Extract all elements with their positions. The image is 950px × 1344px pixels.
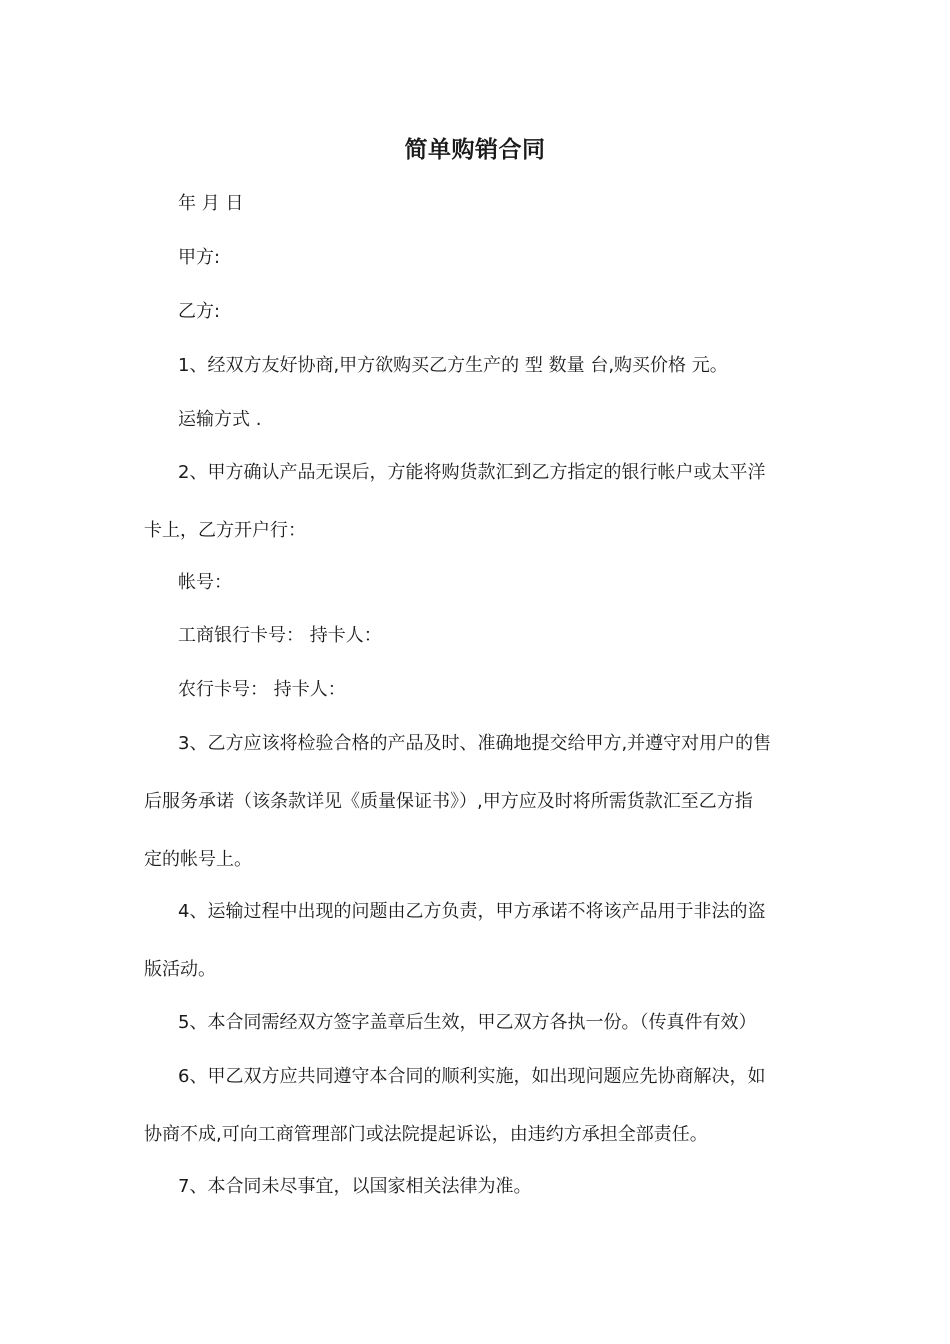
- clause-4-line-2: 版活动。: [144, 959, 216, 980]
- clause-6-line-1: 6、甲乙双方应共同遵守本合同的顺利实施，如出现问题应先协商解决，如: [178, 1066, 766, 1087]
- transport-method-line: 运输方式 .: [178, 409, 262, 430]
- party-a-line: 甲方:: [178, 247, 221, 268]
- date-line: 年 月 日: [178, 193, 244, 214]
- clause-4-line-1: 4、运输过程中出现的问题由乙方负责，甲方承诺不将该产品用于非法的盗: [178, 901, 766, 922]
- clause-6: [144, 1048, 809, 1164]
- account-number-line: 帐号：: [178, 572, 232, 593]
- clause-3-line-2: 后服务承诺（该条款详见《质量保证书》）,甲方应及时将所需货款汇至乙方指: [144, 791, 753, 812]
- document-title: 简单购销合同: [404, 137, 546, 163]
- clause-3-line-3: 定的帐号上。: [144, 849, 252, 870]
- party-b-line: 乙方:: [178, 301, 221, 322]
- clause-2-line-2: 卡上，乙方开户行：: [144, 520, 306, 541]
- clause-4: [144, 883, 809, 999]
- clause-2: [144, 444, 809, 560]
- clause-1: 1、经双方友好协商,甲方欲购买乙方生产的 型 数量 台,购买价格 元。: [178, 355, 728, 376]
- clause-3: [144, 715, 809, 889]
- clause-7: 7、本合同未尽事宜，以国家相关法律为准。: [178, 1176, 532, 1197]
- clause-3-line-1: 3、乙方应该将检验合格的产品及时、准确地提交给甲方,并遵守对用户的售: [178, 733, 772, 754]
- clause-5: 5、本合同需经双方签字盖章后生效，甲乙双方各执一份。（传真件有效）: [178, 1012, 757, 1033]
- icbc-card-line: 工商银行卡号： 持卡人：: [178, 625, 382, 646]
- clause-2-line-1: 2、甲方确认产品无误后，方能将购货款汇到乙方指定的银行帐户或太平洋: [178, 462, 766, 483]
- abc-card-line: 农行卡号： 持卡人：: [178, 679, 346, 700]
- clause-6-line-2: 协商不成,可向工商管理部门或法院提起诉讼，由违约方承担全部责任。: [144, 1124, 708, 1145]
